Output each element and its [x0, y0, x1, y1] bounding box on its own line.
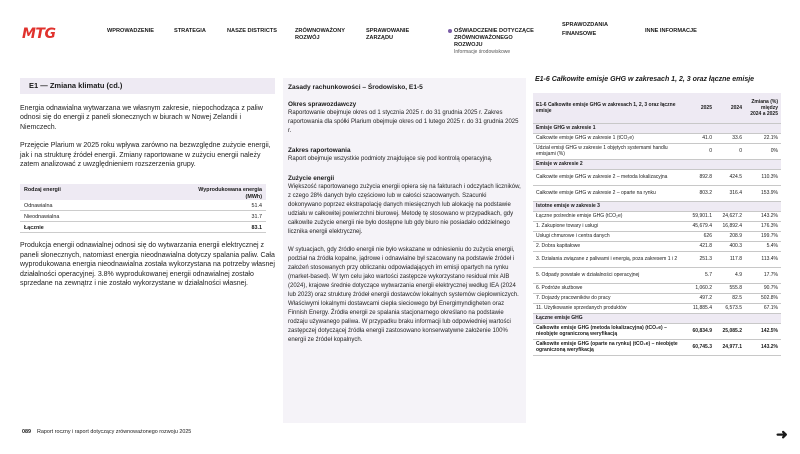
paragraph: Energia odnawialna wytwarzana we własnym zakresie, niepochodząca z paliw odnosi się do energii z paneli słonecznych w biurach w Nowej Zelandii i Niemczech.	[20, 105, 263, 131]
paragraph: Raportowanie obejmuje okres od 1 stycznia 2025 r. do 31 grudnia 2025 r. Zakres raportowania dla spółki Plarium obejmuje okres od 1 lutego 2025 r. do 31 grudnia 2025 r.	[288, 110, 519, 134]
section-title: E1 — Zmiana klimatu (cd.)	[20, 78, 275, 94]
value-2025: 5.7	[685, 267, 715, 283]
left-column	[20, 78, 275, 288]
value-change: 17.7%	[745, 267, 781, 283]
table-row	[533, 241, 781, 251]
accounting-principles-panel	[283, 78, 526, 423]
value-2025: 803.2	[685, 185, 715, 201]
value-2025: 60,745.3	[685, 339, 715, 355]
value-change: 22.1%	[745, 133, 781, 143]
column-header: 2025	[685, 93, 715, 123]
value-change: 67.1%	[745, 303, 781, 313]
paragraph: Produkcja energii odnawialnej odnosi się do wytwarzania energii elektrycznej z paneli słonecznych, natomiast energia nieodnawialna dotyczy spalania paliw. Cała wyprodukowana energia nieodnawialna została wykorzystana na potrzeby własnej działalności operacyjnej. 3.8% wyprodukowanej energii odnawialnej zostało sprzedane na zewnątrz i nie zostało wykorzystane w działalności własnej.	[20, 242, 275, 288]
row-label: Całkowite emisje GHG w zakresie 2 – oparte na rynku	[533, 185, 685, 201]
row-label: Nieodnawialna	[24, 214, 60, 221]
column-header: E1-6 Całkowite emisje GHG w zakresach 1, 2, 3 oraz łączne emisje	[533, 93, 685, 123]
row-label: Całkowite emisje GHG (oparte na rynku) (tCO₂e) – nieobjęte ograniczoną weryfikacją	[533, 339, 685, 355]
value-change: 5.4%	[745, 241, 781, 251]
value-change: 142.5%	[745, 323, 781, 339]
nav-item-strategia[interactable]: STRATEGIA	[174, 28, 206, 34]
nav-label-line2: ROZWÓJ	[295, 35, 320, 41]
row-label: Łączne pośrednie emisje GHG (tCO₂e)	[533, 211, 685, 221]
row-label: Całkowite emisje GHG (metoda lokalizacyjna) (tCO₂e) – nieobjęte ograniczoną weryfikacją	[533, 323, 685, 339]
value-2024: 555.8	[715, 283, 745, 293]
subheading: Zakres raportowania	[288, 147, 351, 154]
paragraph: W sytuacjach, gdy źródło energii nie było wskazane w odniesieniu do zużycia energii, podział na źródła kopalne, jądrowe i odnawialne był szacowany na podstawie źródeł i założeń stosowanych przy obliczaniu odpowiadających im emisji opartych na rynku (market-based). W tym celu jako wartości zastępcze wykorzystano residual mix AIB (2024), krajowe średnie dotyczące wytwarzania energii elektrycznej według IEA (2024 lub 2023) oraz strukturę źródeł energii dostawców lokalnych systemów ciepłowniczych. Właściwymi lokalnymi dostawcami ciepła sieciowego był Energimyndigheten oraz Finnish Energy. Źródła energii ze spalania stacjonarnego określano na podstawie rodzaju używanego paliwa. W przypadku braku informacji lub odpowiedniej wartości zastępczej dotyczącej źródła energii zastosowano konserwatywne założenie 100% energii ze źródeł kopalnych.	[288, 247, 519, 343]
row-label: 3. Działania związane z paliwami i energią, poza zakresem 1 i 2	[533, 251, 685, 267]
table-row	[533, 323, 781, 339]
value-2024: 424.5	[715, 169, 745, 185]
page-footer	[22, 429, 191, 435]
value-2025: 45,679.4	[685, 221, 715, 231]
table-group-row	[533, 159, 781, 169]
row-label: Łącznie	[24, 225, 44, 232]
energy-produced-table	[20, 184, 266, 233]
row-label: Odnawialna	[24, 203, 53, 210]
row-label: Całkowite emisje GHG w zakresie 2 – metoda lokalizacyjna	[533, 169, 685, 185]
value-change: 143.2%	[745, 339, 781, 355]
value-2024: 16,892.4	[715, 221, 745, 231]
paragraph: Większość raportowanego zużycia energii opiera się na fakturach i odczytach liczników, z czego 28% danych było częściowo lub w całości szacowanych. Szacunki dokonywano poprzez ekstrapolację danych miesięcznych lub alokację na podstawie udziału w całkowitej powierzchni biurowej. Metodę tę stosowano w przypadkach, gdy całkowite zużycie energii nie było dostępne lub gdy biuro nie posiadało oddzielnego licznika energii elektrycznej.	[288, 184, 521, 235]
column-header: Wyprodukowana energia (MWh)	[198, 187, 262, 200]
value-2024: 82.5	[715, 293, 745, 303]
value-change: 90.7%	[745, 283, 781, 293]
value-change: 113.4%	[745, 251, 781, 267]
group-label: Emisje GHG w zakresie 1	[533, 123, 781, 133]
row-label: Usługi chmurowe i centra danych	[533, 231, 685, 241]
table-header	[20, 184, 266, 200]
value-2024: 25,085.2	[715, 323, 745, 339]
row-value: 31.7	[251, 214, 262, 221]
table-row	[533, 133, 781, 143]
nav-label-line2: FINANSOWE	[562, 31, 597, 37]
nav-sub-label: Informacje środowiskowe	[454, 49, 511, 55]
paragraph: Raport obejmuje wszystkie podmioty znajdujące się pod kontrolą operacyjną.	[288, 156, 493, 162]
table-row	[533, 283, 781, 293]
value-2024: 208.9	[715, 231, 745, 241]
nav-item-zrownowazony-rozwoj[interactable]	[295, 28, 345, 42]
ghg-emissions-table	[533, 93, 781, 356]
mtg-logo[interactable]: MTG	[22, 26, 56, 42]
column-header: Zmiana (%) między 2024 a 2025	[745, 93, 781, 123]
footer-text: Raport roczny i raport dotyczący zrównoważonego rozwoju 2025	[37, 429, 192, 435]
subheading: Zużycie energii	[288, 175, 335, 182]
table-row	[533, 211, 781, 221]
table-row	[533, 143, 781, 159]
table-row	[533, 169, 781, 185]
dot-icon	[448, 29, 452, 33]
row-value: 83.1	[251, 225, 262, 232]
table-row	[533, 231, 781, 241]
value-2024: 117.8	[715, 251, 745, 267]
row-label: 7. Dojazdy pracowników do pracy	[533, 293, 685, 303]
group-label: Łączne emisje GHG	[533, 313, 781, 323]
nav-label-line1: SPRAWOWANIE	[366, 28, 410, 34]
table-row	[533, 339, 781, 355]
table-header	[533, 93, 781, 123]
row-label: 1. Zakupione towary i usługi	[533, 221, 685, 231]
value-2025: 1,060.2	[685, 283, 715, 293]
value-2025: 497.2	[685, 293, 715, 303]
table-row	[533, 293, 781, 303]
nav-label-line2: ZARZĄDU	[366, 35, 394, 41]
value-2025: 0	[685, 143, 715, 159]
page-number: 089	[22, 429, 31, 435]
group-label: Istotne emisje w zakresie 3	[533, 201, 781, 211]
top-navigation	[0, 22, 800, 62]
row-label: Udział emisji GHG w zakresie 1 objętych systemami handlu emisjami (%)	[533, 143, 685, 159]
value-2024: 0	[715, 143, 745, 159]
column-header: Rodzaj energii	[24, 187, 61, 194]
value-2025: 60,834.9	[685, 323, 715, 339]
nav-label-line1: SPRAWOZDANIA	[562, 22, 608, 28]
row-label: 11. Użytkowanie sprzedanych produktów	[533, 303, 685, 313]
nav-item-sprawozdania-finansowe[interactable]	[562, 22, 608, 38]
table-row	[20, 211, 266, 222]
section-title: E1-6 Całkowite emisje GHG w zakresach 1, 2, 3 oraz łączne emisje	[535, 76, 755, 83]
nav-item-oswiadczenie[interactable]	[448, 28, 534, 56]
nav-label-line1: OŚWIADCZENIE DOTYCZĄCE	[454, 28, 534, 34]
row-label: 6. Podróże służbowe	[533, 283, 685, 293]
subheading: Okres sprawozdawczy	[288, 101, 357, 108]
panel-title: Zasady rachunkowości – Środowisko, E1-5	[288, 84, 423, 91]
nav-item-inne-informacje[interactable]: INNE INFORMACJE	[645, 28, 697, 34]
value-2025: 892.8	[685, 169, 715, 185]
value-2025: 251.3	[685, 251, 715, 267]
paragraph: Przejęcie Plarium w 2025 roku wpływa zarówno na bezwzględne zużycie energii, jak i na strukturę źródeł energii. Zmiany raportowane w zużyciu energii należy zatem analizować z uwzględnieniem rozszerzenia grupy.	[20, 142, 271, 169]
nav-item-sprawowanie-zarzadu[interactable]	[366, 28, 409, 42]
nav-label-line3: ROZWOJU	[454, 42, 483, 48]
value-2025: 59,901.1	[685, 211, 715, 221]
row-label: Całkowite emisje GHG w zakresie 1 (tCO₂e)	[533, 133, 685, 143]
value-2024: 33.6	[715, 133, 745, 143]
nav-item-wprowadzenie[interactable]: WPROWADZENIE	[107, 28, 154, 34]
value-change: 176.3%	[745, 221, 781, 231]
row-value: 51.4	[251, 203, 262, 210]
ghg-emissions-section	[533, 76, 781, 356]
value-2024: 24,627.2	[715, 211, 745, 221]
table-row	[533, 267, 781, 283]
arrow-right-icon[interactable]: ➜	[776, 426, 788, 442]
column-header: 2024	[715, 93, 745, 123]
table-group-row	[533, 201, 781, 211]
value-2025: 626	[685, 231, 715, 241]
row-label: 2. Dobra kapitałowe	[533, 241, 685, 251]
value-2024: 4.9	[715, 267, 745, 283]
table-row	[533, 303, 781, 313]
value-2024: 400.3	[715, 241, 745, 251]
table-row-total	[20, 222, 266, 233]
nav-label-line2: ZRÓWNOWAŻONEGO	[454, 35, 513, 41]
table-row	[533, 185, 781, 201]
nav-label-line1: ZRÓWNOWAŻONY	[295, 28, 346, 34]
value-2025: 11,885.4	[685, 303, 715, 313]
value-2024: 24,977.1	[715, 339, 745, 355]
value-change: 502.8%	[745, 293, 781, 303]
value-2024: 316.4	[715, 185, 745, 201]
value-change: 110.3%	[745, 169, 781, 185]
value-2024: 6,573.5	[715, 303, 745, 313]
value-change: 199.7%	[745, 231, 781, 241]
table-row	[533, 251, 781, 267]
value-change: 153.9%	[745, 185, 781, 201]
value-2025: 41.0	[685, 133, 715, 143]
value-change: 0%	[745, 143, 781, 159]
table-group-row	[533, 313, 781, 323]
table-group-row	[533, 123, 781, 133]
group-label: Emisje w zakresie 2	[533, 159, 781, 169]
nav-item-nasze-districts[interactable]: NASZE DISTRICTS	[227, 28, 278, 34]
row-label: 5. Odpady powstałe w działalności operacyjnej	[533, 267, 685, 283]
value-change: 143.2%	[745, 211, 781, 221]
table-row	[533, 221, 781, 231]
table-row	[20, 200, 266, 211]
value-2025: 421.8	[685, 241, 715, 251]
